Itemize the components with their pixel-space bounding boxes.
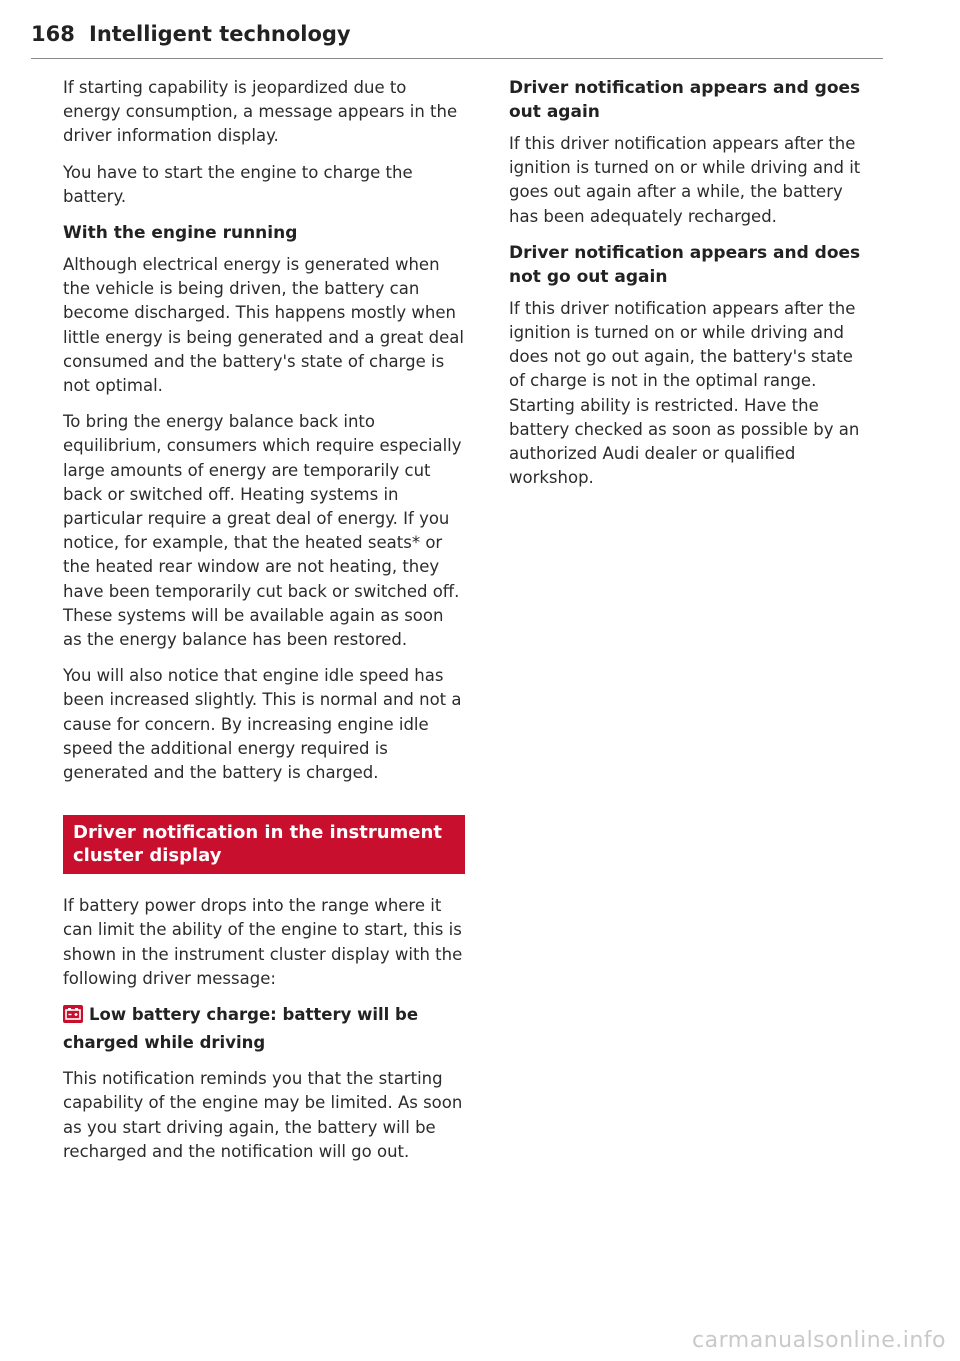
left-column (63, 76, 465, 1176)
page-number: 168 (31, 22, 75, 46)
paragraph: You have to start the engine to charge the battery. (63, 162, 413, 206)
paragraph: If this driver notification appears after the ignition is turned on or while driving and does not go out again, the battery's state of charge is not in the optimal range. Starting ability is restricted. Have the battery checked as soon as possible by an authorized Audi dealer or qualified workshop. (509, 298, 860, 488)
paragraph: If this driver notification appears after the ignition is turned on or while driving and it goes out again after a while, the battery has been adequately recharged. (509, 134, 861, 226)
paragraph: Although electrical energy is generated when the vehicle is being driven, the battery can become discharged. This happens mostly when little energy is being generated and a great deal consumed and the battery's state of charge is not optimal. (63, 255, 464, 396)
subheading-does-not-go-out: Driver notification appears and does not go out again (509, 242, 861, 287)
watermark: carmanualsonline.info (692, 1328, 946, 1353)
paragraph: If starting capability is jeopardized due to energy consumption, a message appears in the driver information display. (63, 78, 458, 146)
battery-icon (63, 1005, 83, 1031)
subheading-goes-out: Driver notification appears and goes out again (509, 78, 861, 122)
paragraph: If battery power drops into the range where it can limit the ability of the engine to start, this is shown in the instrument cluster display with the following driver message: (63, 896, 463, 988)
section-banner: Driver notification in the instrument cluster display (63, 815, 465, 874)
right-column (509, 76, 869, 502)
paragraph: To bring the energy balance back into equilibrium, consumers which require especially large amounts of energy are temporarily cut back or switched off. Heating systems in particular require a great deal of energy. If you notice, for example, that the heated seats* or the heated rear window are not heating, they have been temporarily cut back or switched off. These systems will be available again as soon as the energy balance has been restored. (63, 412, 462, 650)
subheading-engine-running: With the engine running (63, 223, 298, 244)
paragraph: You will also notice that engine idle speed has been increased slightly. This is normal and not a cause for concern. By increasing engine idle speed the additional energy required is generated and the battery is charged. (63, 666, 462, 783)
section-title: Intelligent technology (89, 22, 351, 46)
paragraph: This notification reminds you that the starting capability of the engine may be limited. As soon as you start driving again, the battery will be recharged and the notification will go out. (63, 1069, 463, 1161)
driver-message (63, 1003, 465, 1055)
driver-message-text: Low battery charge: battery will be charged while driving (63, 1005, 419, 1052)
page-header (31, 22, 883, 59)
